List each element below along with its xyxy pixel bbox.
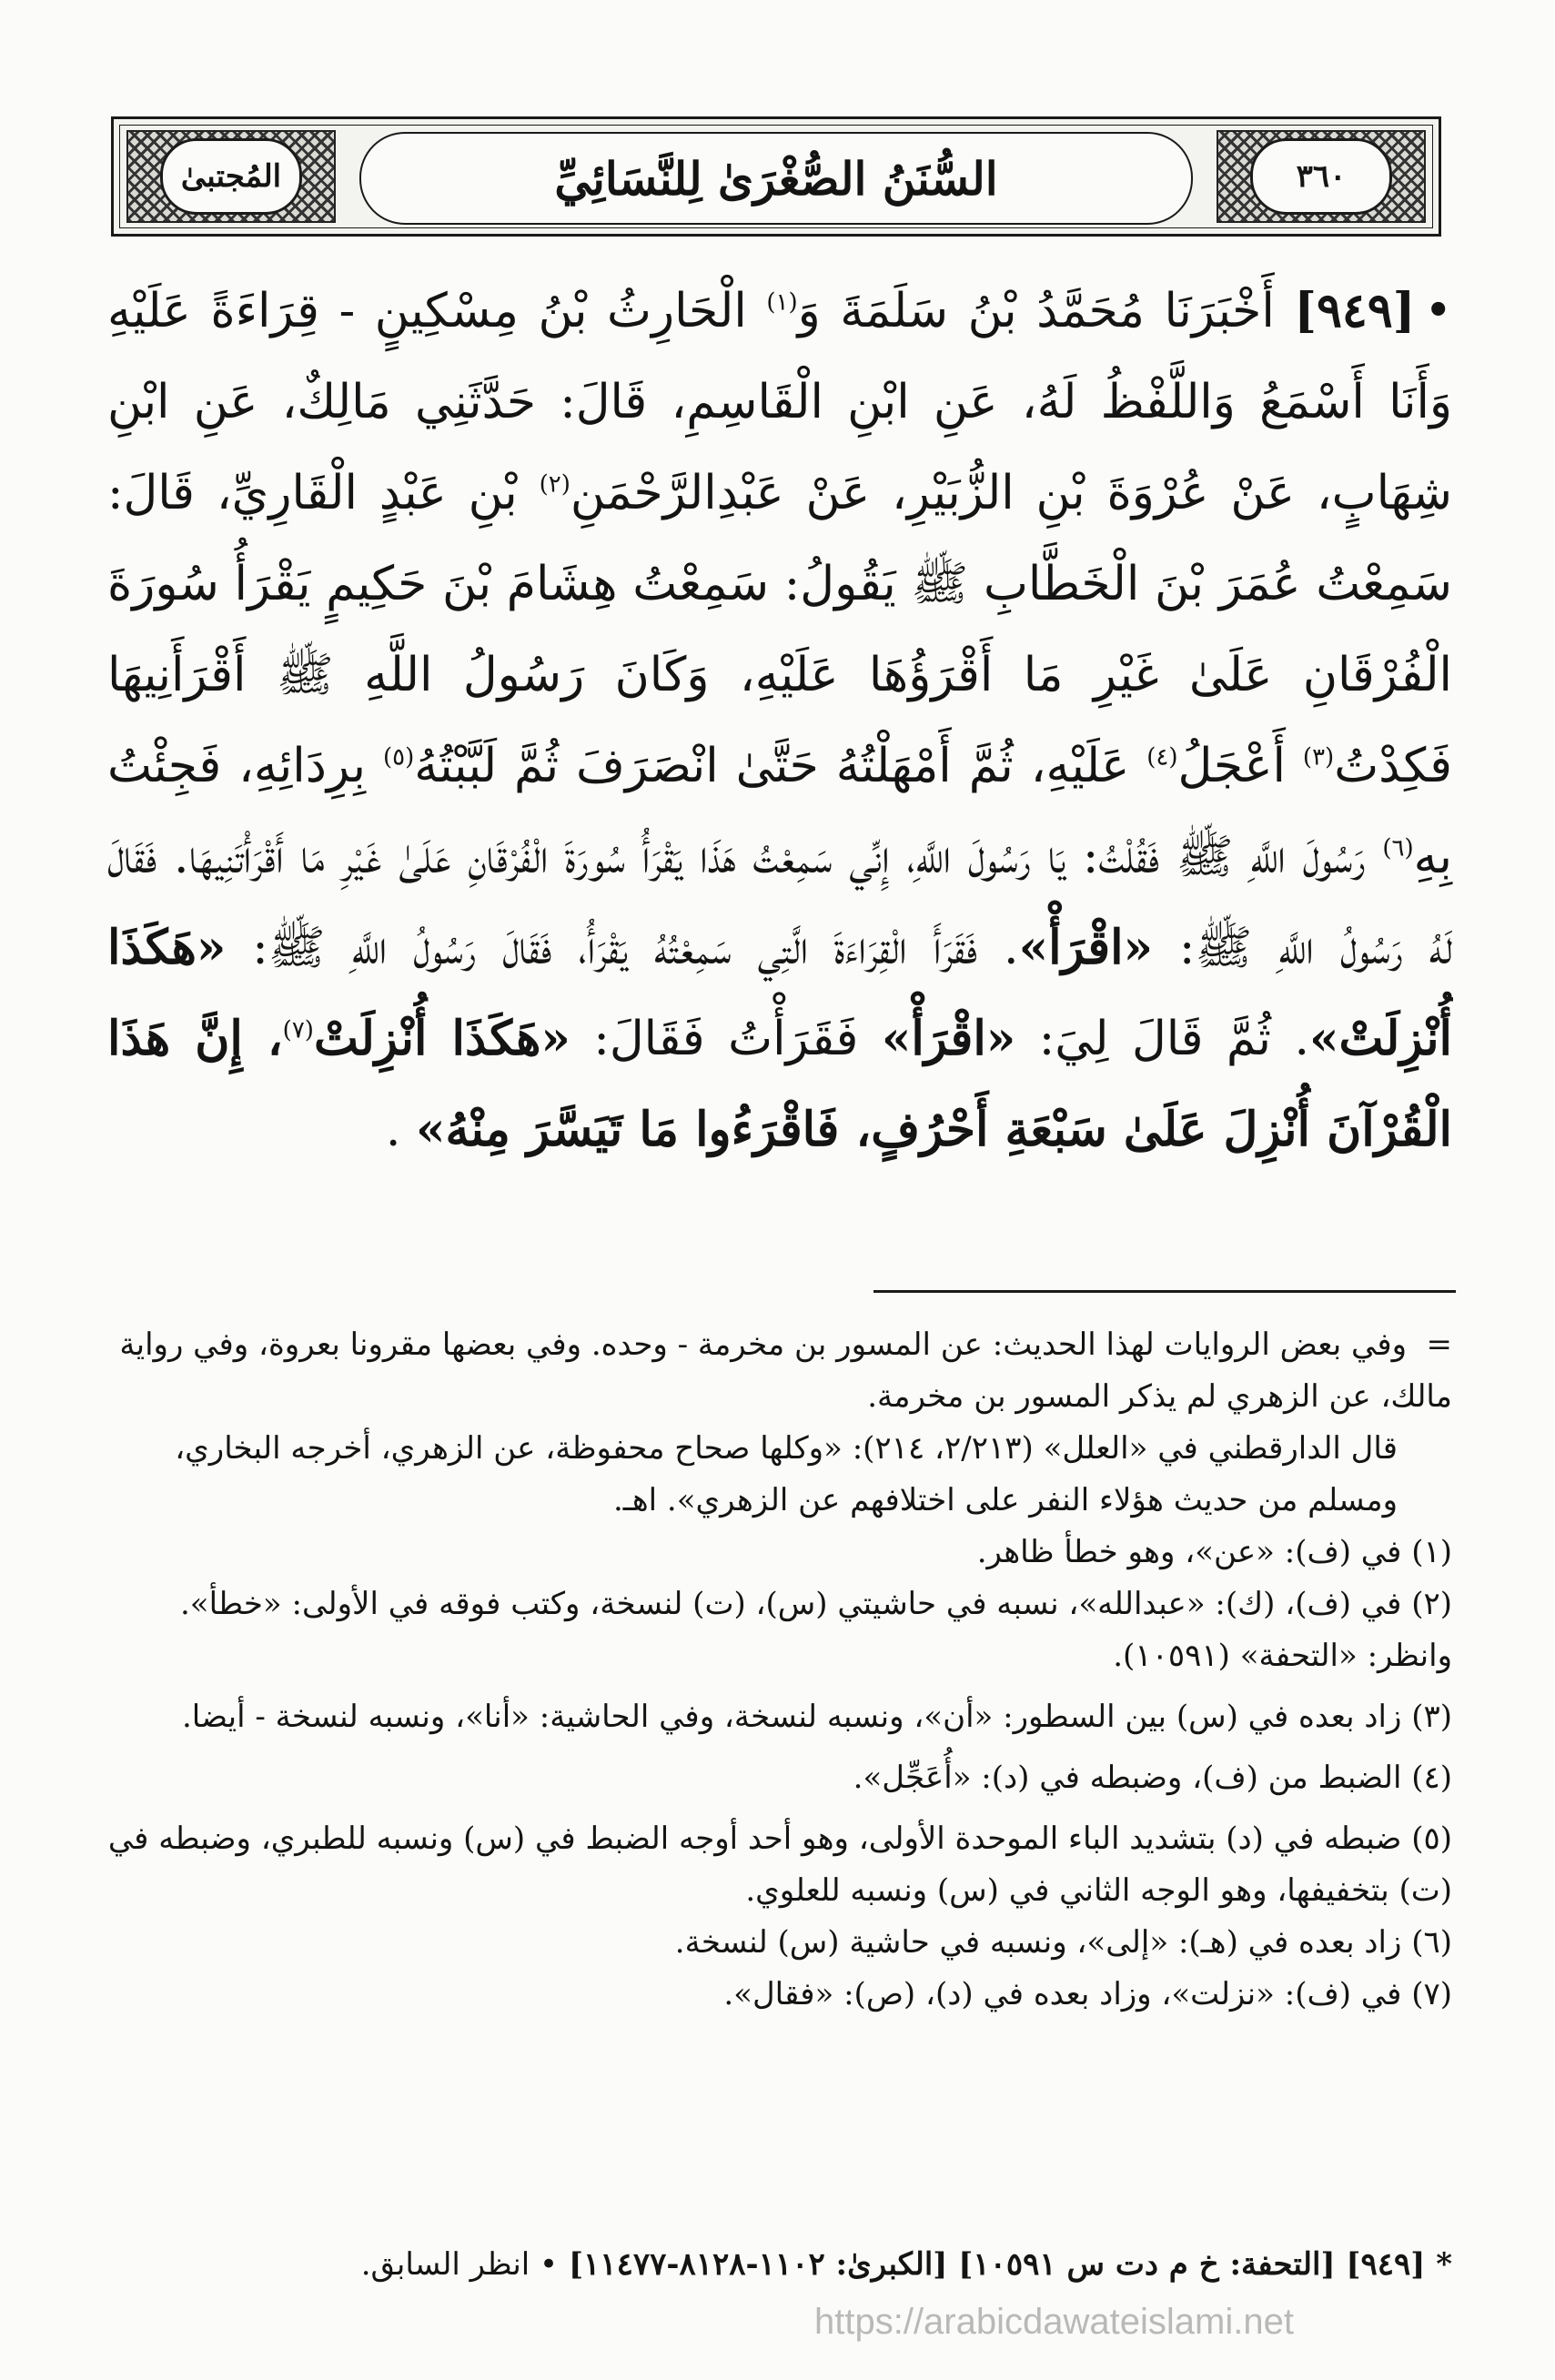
star-marker: * [1436,2246,1452,2283]
left-ornament [126,130,336,223]
prophet-quote-4: «هَكَذَا أُنْزِلَتْ [313,1011,571,1066]
footnote-daraqutni: قال الدارقطني في «العلل» (٢/٢١٣، ٢١٤): «وكلها صحاح محفوظة، عن الزهري، أخرجه البخاري، ومسلم من حديث هؤلاء النفر على اختلافهم عن الزهري». اهـ. [175,1430,1398,1518]
continuation-mark: = [1426,1326,1452,1363]
footnote-ref-3[interactable]: (٣) [1302,743,1335,771]
footnote-2: (٢) في (ف)، (ك): «عبدالله»، نسبه في حاشيتي (س)، (ت) لنسخة، وكتب فوقه في الأولى: «خطأ». وانظر: «التحفة» (١٠٥٩١). [180,1586,1452,1674]
footnote-6: (٦) زاد بعده في (هـ): «إلى»، ونسبه في حاشية (س) لنسخة. [674,1924,1452,1961]
left-medallion-label: المُجتبىٰ [160,138,302,215]
hadith-segment-1: أَخْبَرَنَا مُحَمَّدُ بْنُ سَلَمَةَ وَ [797,284,1275,338]
watermark-url: https://arabicdawateislami.net [814,2302,1294,2342]
hadith-segment-5: عَلَيْهِ، ثُمَّ أَمْهَلْتُهُ حَتَّىٰ انْصَرَفَ ثُمَّ لَبَّبْتُهُ [414,739,1130,793]
hadith-number: [٩٤٩] [1294,283,1416,338]
hadith-segment-2: الْحَارِثُ بْنُ مِسْكِينٍ - قِرَاءَةً عَلَيْهِ وَأَنَا أَسْمَعُ وَاللَّفْظُ لَهُ، عَنِ ابْنِ الْقَاسِمِ، قَالَ: حَدَّثَنِي مَالِكٌ، عَنِ ابْنِ شِهَابٍ، عَنْ عُرْوَةَ بْنِ الزُّبَيْرِ، عَنْ عَبْدِالرَّحْمَنِ [107,284,1453,520]
footnotes [107,1319,1452,2021]
right-ornament [1217,130,1426,223]
hadith-segment-10: فَقَرَأْتُ فَقَالَ: [593,1012,859,1066]
footnote-7: (٧) في (ف): «نزلت»، وزاد بعده في (د)، (ص): «فقال». [723,1976,1452,2012]
page-header [111,116,1441,237]
footnote-ref-6[interactable]: (٦) [1382,834,1414,862]
hadith-segment-7: رَسُولَ اللَّهِ ﷺ فَقُلْتُ: يَا رَسُولَ اللَّهِ، إِنِّي سَمِعْتُ هَذَا يَقْرَأُ سُورَةَ الْفُرْقَانِ عَلَىٰ غَيْرِ مَا أَقْرَأْتَنِيهَا. فَقَالَ لَهُ رَسُولُ اللَّهِ ﷺ: [107,830,1453,975]
prophet-quote-2: «هَكَذَا أُنْزِلَتْ» [107,920,1452,1066]
hadith-text [107,266,1452,1230]
footnote-3: (٣) زاد بعده في (س) بين السطور: «أن»، ونسبه لنسخة، وفي الحاشية: «أنا»، ونسبه لنسخة - أيضا. [181,1699,1452,1735]
footnote-5: (٥) ضبطه في (د) بتشديد الباء الموحدة الأولى، وهو أحد أوجه الضبط في (س) ونسبه للطبري، وضبطه في (ت) بتخفيفها، وهو الوجه الثاني في (س) ونسبه للعلوي. [107,1820,1452,1909]
footnote-ref-2[interactable]: (٢) [539,470,571,499]
prophet-quote-5: ، إِنَّ هَذَا الْقُرْآنَ أُنْزِلَ عَلَىٰ سَبْعَةِ أَحْرُفٍ، فَاقْرَءُوا مَا تَيَسَّرَ مِنْهُ» [107,1011,1452,1157]
hadith-segment-4: أَعْجَلُ [1177,739,1286,793]
hadith-end: . [385,1103,401,1157]
page-number: ٣٦٠ [1250,138,1392,215]
reference-note: • انظر السابق. [360,2246,559,2283]
footnote-separator [873,1290,1456,1293]
footnote-ref-1[interactable]: (١) [766,288,798,317]
footnote-ref-4[interactable]: (٤) [1146,743,1178,771]
hadith-segment-6: بِرِدَائِهِ، فَجِئْتُ بِهِ [107,739,1452,884]
footnote-ref-5[interactable]: (٥) [382,743,415,771]
footnote-ref-7[interactable]: (٧) [282,1016,314,1044]
prophet-quote-1: «اقْرَأْ» [1018,920,1154,975]
footnote-continuation [107,1319,1452,1423]
hadith-segment-3: بْنِ عَبْدٍ الْقَارِيِّ، قَالَ: سَمِعْتُ عُمَرَ بْنَ الْخَطَّابِ ﷺ يَقُولُ: سَمِعْتُ هِشَامَ بْنَ حَكِيمٍ يَقْرَأُ سُورَةَ الْفُرْقَانِ عَلَىٰ غَيْرِ مَا أَقْرَؤُهَا عَلَيْهِ، وَكَانَ رَسُولُ اللَّهِ ﷺ أَقْرَأَنِيهَا فَكِدْتُ [107,466,1453,793]
hadith-segment-8: . فَقَرَأَ الْقِرَاءَةَ الَّتِي سَمِعْتُهُ يَقْرَأُ، فَقَالَ رَسُولُ اللَّهِ ﷺ: [252,921,1019,975]
reference-text: [٩٤٩] [التحفة: خ م دت س ١٠٥٩١] [الكبرىٰ: ١١٠٢-٨١٢٨-١١٤٧٧] [568,2246,1426,2283]
footnote-4: (٤) الضبط من (ف)، وضبطه في (د): «أُعَجِّل». [853,1760,1452,1796]
bullet-marker: • [1424,284,1453,338]
footnote-continuation-text: وفي بعض الروايات لهذا الحديث: عن المسور بن مخرمة - وحده. وفي بعضها مقرونا بعروة، وفي رواية مالك، عن الزهري لم يذكر المسور بن مخرمة. [119,1326,1452,1415]
hadith-segment-9: . ثُمَّ قَالَ لِيَ: [1038,1012,1309,1066]
takhrij-reference [107,2242,1452,2287]
footnote-1: (١) في (ف): «عن»، وهو خطأ ظاهر. [976,1534,1452,1570]
book-title: السُّنَنُ الصُّغْرَىٰ لِلنَّسَائِيِّ [359,132,1193,225]
prophet-quote-3: «اقْرَأْ» [881,1011,1016,1066]
